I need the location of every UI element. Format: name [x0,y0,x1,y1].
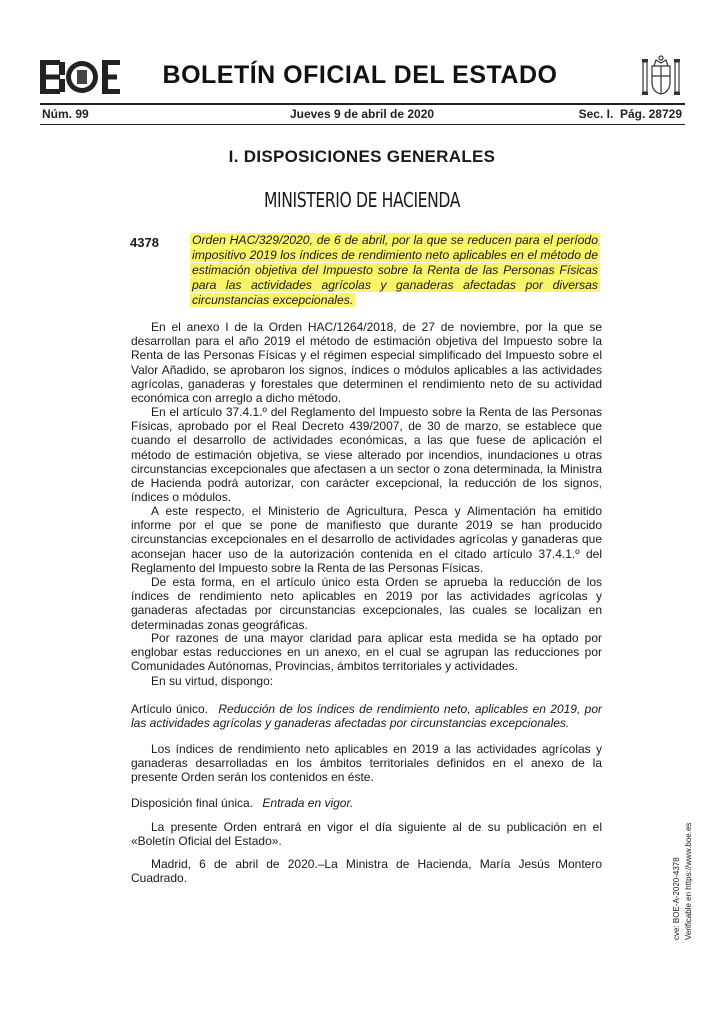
header-rule [40,103,685,105]
paragraph [131,820,602,848]
issue-date: Jueves 9 de abril de 2020 [289,107,435,121]
boe-logo [40,60,120,94]
ministry-title: MINISTERIO DE HACIENDA [263,188,461,212]
article-title: Reducción de los índices de rendimiento neto, aplicables en 2019, por las actividades agrícolas y ganaderas afectadas por circunstancias excepcionales. [131,702,602,731]
paragraph [131,320,602,405]
paragraph [131,674,602,688]
paragraph-text: Los índices de rendimiento neto aplicables en 2019 a las actividades agrícolas y ganaderas desarrolladas en los ámbitos territoriales definidos en el anexo de la presente Orden serán los contenidos en éste. [131,742,602,785]
section-title: I. DISPOSICIONES GENERALES [228,147,496,166]
publication-title: BOLETÍN OFICIAL DEL ESTADO [162,61,558,89]
paragraph-text: A este respecto, el Ministerio de Agricultura, Pesca y Alimentación ha emitido informe por el que se pone de manifiesto que durante 2019 se han producido circunstancias excepcionales en el desarrollo de actividades agrícolas y ganaderas que aconsejan hacer uso de la autorización contenida en el citado artículo 37.4.1.º del Reglamento del Impuesto sobre la Renta de las Personas Físicas. [131,504,602,575]
paragraph-text: La presente Orden entrará en vigor el día siguiente al de su publicación en el «Boletín Oficial del Estado». [131,820,602,849]
paragraph-text: Madrid, 6 de abril de 2020.–La Ministra de Hacienda, María Jesús Montero Cuadrado. [131,857,602,886]
paragraph-text: En el artículo 37.4.1.º del Reglamento del Impuesto sobre la Renta de las Personas Físicas, aprobado por el Real Decreto 439/2007, de 30 de marzo, se establece que cuando el desarrollo de actividades económicas, a las que fuese de aplicación el método de estimación objetiva, se viese alterado por incendios, inundaciones u otras circunstancias excepcionales que afectasen a un sector o zona determinada, la Ministra de Hacienda podrá autorizar, con carácter excepcional, la reducción de los signos, índices o módulos. [131,405,602,505]
coat-of-arms-icon [640,54,682,100]
paragraph-text: En el anexo I de la Orden HAC/1264/2018, de 27 de noviembre, por la que se desarrollan para el año 2019 el método de estimación objetiva del Impuesto sobre la Renta de las Personas Físicas y el régimen especial simplificado del Impuesto sobre el Valor Añadido, se aprobaron los signos, índices o módulos aplicables a las actividades agrícolas, ganaderas y forestales que determinen el rendimiento neto de su actividad económica con arreglo a dicho método. [131,320,602,406]
paragraph [131,631,602,674]
final-label: Disposición final única. [131,796,254,810]
final-provision-heading [131,796,602,810]
paragraph [131,575,602,632]
paragraph-text: En su virtud, dispongo: [151,674,274,688]
paragraph [131,742,602,785]
document-summary [190,233,600,308]
paragraph [131,405,602,504]
section-page: Sec. I. Pág. 28729 [578,107,682,121]
verification-link[interactable]: Verificable en https://www.boe.es [684,822,693,940]
meta-rule [40,124,685,125]
signature-paragraph [131,857,602,885]
issue-number: Núm. 99 [42,107,89,121]
verification-stamp [672,820,702,940]
highlighted-summary: Orden HAC/329/2020, de 6 de abril, por la que se reducen para el período impositivo 2019 los índices de rendimiento neto aplicables en el método de estimación objetiva del Impuesto sobre la Renta de las Personas Físicas para las actividades agrícolas y ganaderas afectadas por diversas circunstancias excepcionales. [192,233,598,307]
final-title: Entrada en vigor. [262,796,354,810]
article-label: Artículo único. [131,702,209,716]
document-number: 4378 [130,235,159,250]
cve-code: cve: BOE-A-2020-4378 [672,857,681,940]
article-heading [131,702,602,730]
paragraph-text: De esta forma, en el artículo único esta Orden se aprueba la reducción de los índices de rendimiento neto aplicables en 2019 por las actividades agrícolas y ganaderas afectadas por circunstancias excepcionales, las cuales se localizan en determinadas zonas geográficas. [131,575,602,632]
paragraph-text: Por razones de una mayor claridad para aplicar esta medida se ha optado por englobar estas reducciones en un anexo, en el cual se agrupan las reducciones por Comunidades Autónomas, Provincias, ámbitos territoriales y actividades. [131,631,602,674]
paragraph [131,504,602,575]
